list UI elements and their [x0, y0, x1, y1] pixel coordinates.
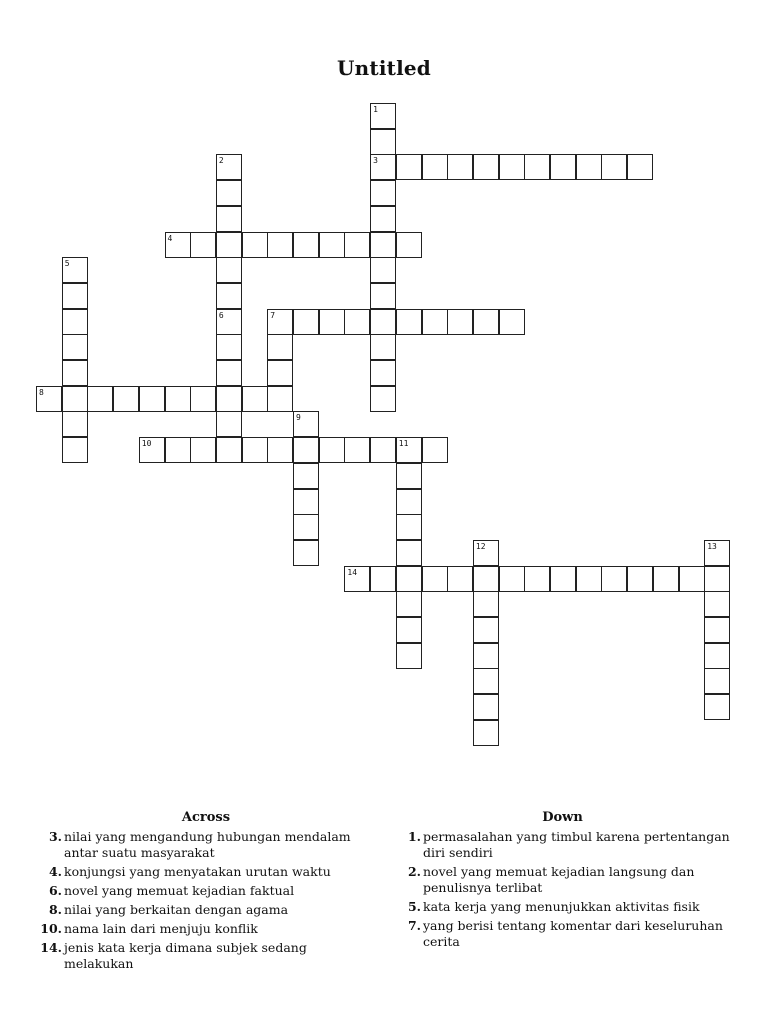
grid-cell[interactable]: [396, 591, 422, 617]
grid-cell[interactable]: [242, 437, 268, 463]
cell-number: 12: [475, 541, 486, 551]
clue-number: 4.: [48, 864, 62, 879]
grid-cell[interactable]: [370, 180, 396, 206]
grid-cell[interactable]: [653, 566, 679, 592]
grid-cell[interactable]: [370, 334, 396, 360]
cell-number: 3: [373, 156, 378, 166]
grid-cell[interactable]: [704, 540, 730, 566]
grid-cell[interactable]: [370, 283, 396, 309]
grid-cell[interactable]: [267, 437, 293, 463]
across-clue-14: [36, 940, 376, 972]
grid-cell[interactable]: [396, 643, 422, 669]
grid-cell[interactable]: [396, 540, 422, 566]
grid-cell[interactable]: [370, 154, 396, 180]
grid-cell[interactable]: [473, 617, 499, 643]
cell-number: 5: [64, 259, 70, 269]
grid-cell[interactable]: [370, 309, 396, 335]
grid-cell[interactable]: [704, 591, 730, 617]
grid-cell[interactable]: [499, 154, 525, 180]
grid-cell[interactable]: [62, 437, 88, 463]
grid-cell[interactable]: [216, 411, 242, 437]
cell-number: 2: [218, 156, 224, 166]
grid-cell[interactable]: [370, 386, 396, 412]
grid-cell[interactable]: [499, 309, 525, 335]
grid-cell[interactable]: [267, 334, 293, 360]
clue-text: nilai yang mengandung hubungan mendalam antar suatu masyarakat: [64, 829, 351, 860]
grid-cell[interactable]: [550, 566, 576, 592]
grid-cell[interactable]: [62, 309, 88, 335]
grid-cell[interactable]: [242, 386, 268, 412]
grid-cell[interactable]: [422, 437, 448, 463]
grid-cell[interactable]: [293, 463, 319, 489]
grid-cell[interactable]: [473, 668, 499, 694]
grid-cell[interactable]: [396, 566, 422, 592]
grid-cell[interactable]: [293, 489, 319, 515]
grid-cell[interactable]: [190, 386, 216, 412]
grid-cell[interactable]: [216, 232, 242, 258]
grid-cell[interactable]: [679, 566, 705, 592]
clue-text: nilai yang berkaitan dengan agama: [64, 902, 289, 917]
grid-cell[interactable]: [370, 103, 396, 129]
grid-cell[interactable]: [139, 386, 165, 412]
clue-text: novel yang memuat kejadian faktual: [64, 883, 295, 898]
page-title: Untitled: [337, 56, 431, 80]
grid-cell[interactable]: [576, 566, 602, 592]
grid-cell[interactable]: [62, 257, 88, 283]
grid-cell[interactable]: [473, 309, 499, 335]
grid-cell[interactable]: [704, 643, 730, 669]
down-clue-7: [395, 918, 730, 950]
grid-cell[interactable]: [396, 514, 422, 540]
grid-cell[interactable]: [216, 309, 242, 335]
grid-cell[interactable]: [216, 386, 242, 412]
grid-cell[interactable]: [627, 154, 653, 180]
grid-cell[interactable]: [473, 591, 499, 617]
cell-number: 13: [707, 541, 717, 551]
grid-cell[interactable]: [370, 360, 396, 386]
grid-cell[interactable]: [422, 566, 448, 592]
grid-cell[interactable]: [396, 463, 422, 489]
grid-cell[interactable]: [550, 154, 576, 180]
grid-cell[interactable]: [267, 309, 293, 335]
grid-cell[interactable]: [576, 154, 602, 180]
grid-cell[interactable]: [344, 437, 370, 463]
grid-cell[interactable]: [447, 154, 473, 180]
grid-cell[interactable]: [216, 180, 242, 206]
grid-cell[interactable]: [293, 437, 319, 463]
grid-cell[interactable]: [216, 283, 242, 309]
cell-number: 1: [373, 105, 378, 114]
cell-number: 14: [347, 567, 358, 577]
grid-cell[interactable]: [704, 694, 730, 720]
across-clue-8: [36, 902, 376, 918]
grid-cell[interactable]: [293, 514, 319, 540]
grid-cell[interactable]: [370, 232, 396, 258]
grid-cell[interactable]: [267, 232, 293, 258]
grid-cell[interactable]: [499, 566, 525, 592]
grid-cell[interactable]: [370, 437, 396, 463]
grid-cell[interactable]: [396, 437, 422, 463]
grid-cell[interactable]: [139, 437, 165, 463]
grid-cell[interactable]: [36, 386, 62, 412]
clue-number: 8.: [48, 902, 62, 917]
clue-text: nama lain dari menjuju konflik: [64, 921, 258, 936]
grid-cell[interactable]: [216, 334, 242, 360]
down-clue-5: [395, 899, 730, 915]
grid-cell[interactable]: [165, 386, 191, 412]
clue-number: 2.: [407, 864, 421, 879]
grid-cell[interactable]: [242, 232, 268, 258]
grid-cell[interactable]: [293, 309, 319, 335]
across-clue-10: [36, 921, 376, 937]
grid-cell[interactable]: [344, 232, 370, 258]
grid-cell[interactable]: [396, 232, 422, 258]
grid-cell[interactable]: [627, 566, 653, 592]
grid-cell[interactable]: [344, 309, 370, 335]
grid-cell[interactable]: [293, 540, 319, 566]
grid-cell[interactable]: [165, 232, 191, 258]
grid-cell[interactable]: [216, 154, 242, 180]
grid-cell[interactable]: [422, 309, 448, 335]
down-clues: [395, 810, 730, 953]
grid-cell[interactable]: [473, 694, 499, 720]
clue-text: yang berisi tentang komentar dari keseluruhan cerita: [423, 918, 723, 949]
grid-cell[interactable]: [62, 360, 88, 386]
grid-cell[interactable]: [447, 566, 473, 592]
clue-text: konjungsi yang menyatakan urutan waktu: [64, 864, 331, 879]
clue-number: 5.: [407, 899, 421, 914]
grid-cell[interactable]: [190, 232, 216, 258]
cell-number: 7: [270, 310, 276, 320]
grid-cell[interactable]: [422, 154, 448, 180]
grid-cell[interactable]: [473, 540, 499, 566]
clue-text: novel yang memuat kejadian langsung dan penulisnya terlibat: [423, 864, 695, 895]
cell-number: 8: [39, 387, 44, 397]
clue-text: jenis kata kerja dimana subjek sedang melakukan: [64, 940, 307, 971]
grid-cell[interactable]: [473, 566, 499, 592]
grid-cell[interactable]: [704, 668, 730, 694]
cell-number: 10: [141, 439, 152, 449]
grid-cell[interactable]: [524, 566, 550, 592]
clue-text: permasalahan yang timbul karena pertentangan diri sendiri: [423, 829, 730, 860]
grid-cell[interactable]: [113, 386, 139, 412]
grid-cell[interactable]: [370, 257, 396, 283]
grid-cell[interactable]: [396, 154, 422, 180]
clue-number: 14.: [40, 940, 62, 955]
clue-number: 6.: [48, 883, 62, 898]
grid-cell[interactable]: [319, 232, 345, 258]
grid-cell[interactable]: [344, 566, 370, 592]
clue-text: kata kerja yang menunjukkan aktivitas fisik: [423, 899, 700, 914]
grid-cell[interactable]: [370, 129, 396, 155]
grid-cell[interactable]: [473, 154, 499, 180]
grid-cell[interactable]: [447, 309, 473, 335]
grid-cell[interactable]: [601, 154, 627, 180]
clue-number: 3.: [48, 829, 62, 844]
cell-number: 9: [296, 413, 301, 423]
grid-cell[interactable]: [62, 283, 88, 309]
grid-cell[interactable]: [216, 257, 242, 283]
down-clue-1: [395, 829, 730, 861]
grid-cell[interactable]: [370, 566, 396, 592]
clue-number: 10.: [40, 921, 62, 936]
grid-cell[interactable]: [293, 411, 319, 437]
grid-cell[interactable]: [319, 309, 345, 335]
grid-cell[interactable]: [62, 386, 88, 412]
grid-cell[interactable]: [267, 360, 293, 386]
grid-cell[interactable]: [396, 309, 422, 335]
grid-cell[interactable]: [396, 489, 422, 515]
clue-number: 1.: [407, 829, 421, 844]
grid-cell[interactable]: [216, 360, 242, 386]
grid-cell[interactable]: [704, 566, 730, 592]
across-clue-4: [36, 864, 376, 880]
grid-cell[interactable]: [267, 386, 293, 412]
clue-number: 7.: [407, 918, 421, 933]
across-clue-3: [36, 829, 376, 861]
cell-number: 11: [398, 439, 409, 449]
grid-cell[interactable]: [473, 643, 499, 669]
grid-cell[interactable]: [216, 437, 242, 463]
grid-cell[interactable]: [370, 206, 396, 232]
grid-cell[interactable]: [216, 206, 242, 232]
grid-cell[interactable]: [293, 232, 319, 258]
across-clue-6: [36, 883, 376, 899]
down-clue-2: [395, 864, 730, 896]
grid-cell[interactable]: [601, 566, 627, 592]
across-heading: Across: [181, 810, 231, 825]
down-heading: Down: [542, 810, 583, 825]
grid-cell[interactable]: [190, 437, 216, 463]
cell-number: 6: [218, 310, 224, 320]
grid-cell[interactable]: [319, 437, 345, 463]
grid-cell[interactable]: [165, 437, 191, 463]
across-clues: [36, 810, 376, 975]
grid-cell[interactable]: [62, 411, 88, 437]
cell-number: 4: [167, 233, 173, 243]
grid-cell[interactable]: [473, 720, 499, 746]
grid-cell[interactable]: [87, 386, 113, 412]
grid-cell[interactable]: [524, 154, 550, 180]
grid-cell[interactable]: [704, 617, 730, 643]
grid-cell[interactable]: [62, 334, 88, 360]
grid-cell[interactable]: [396, 617, 422, 643]
